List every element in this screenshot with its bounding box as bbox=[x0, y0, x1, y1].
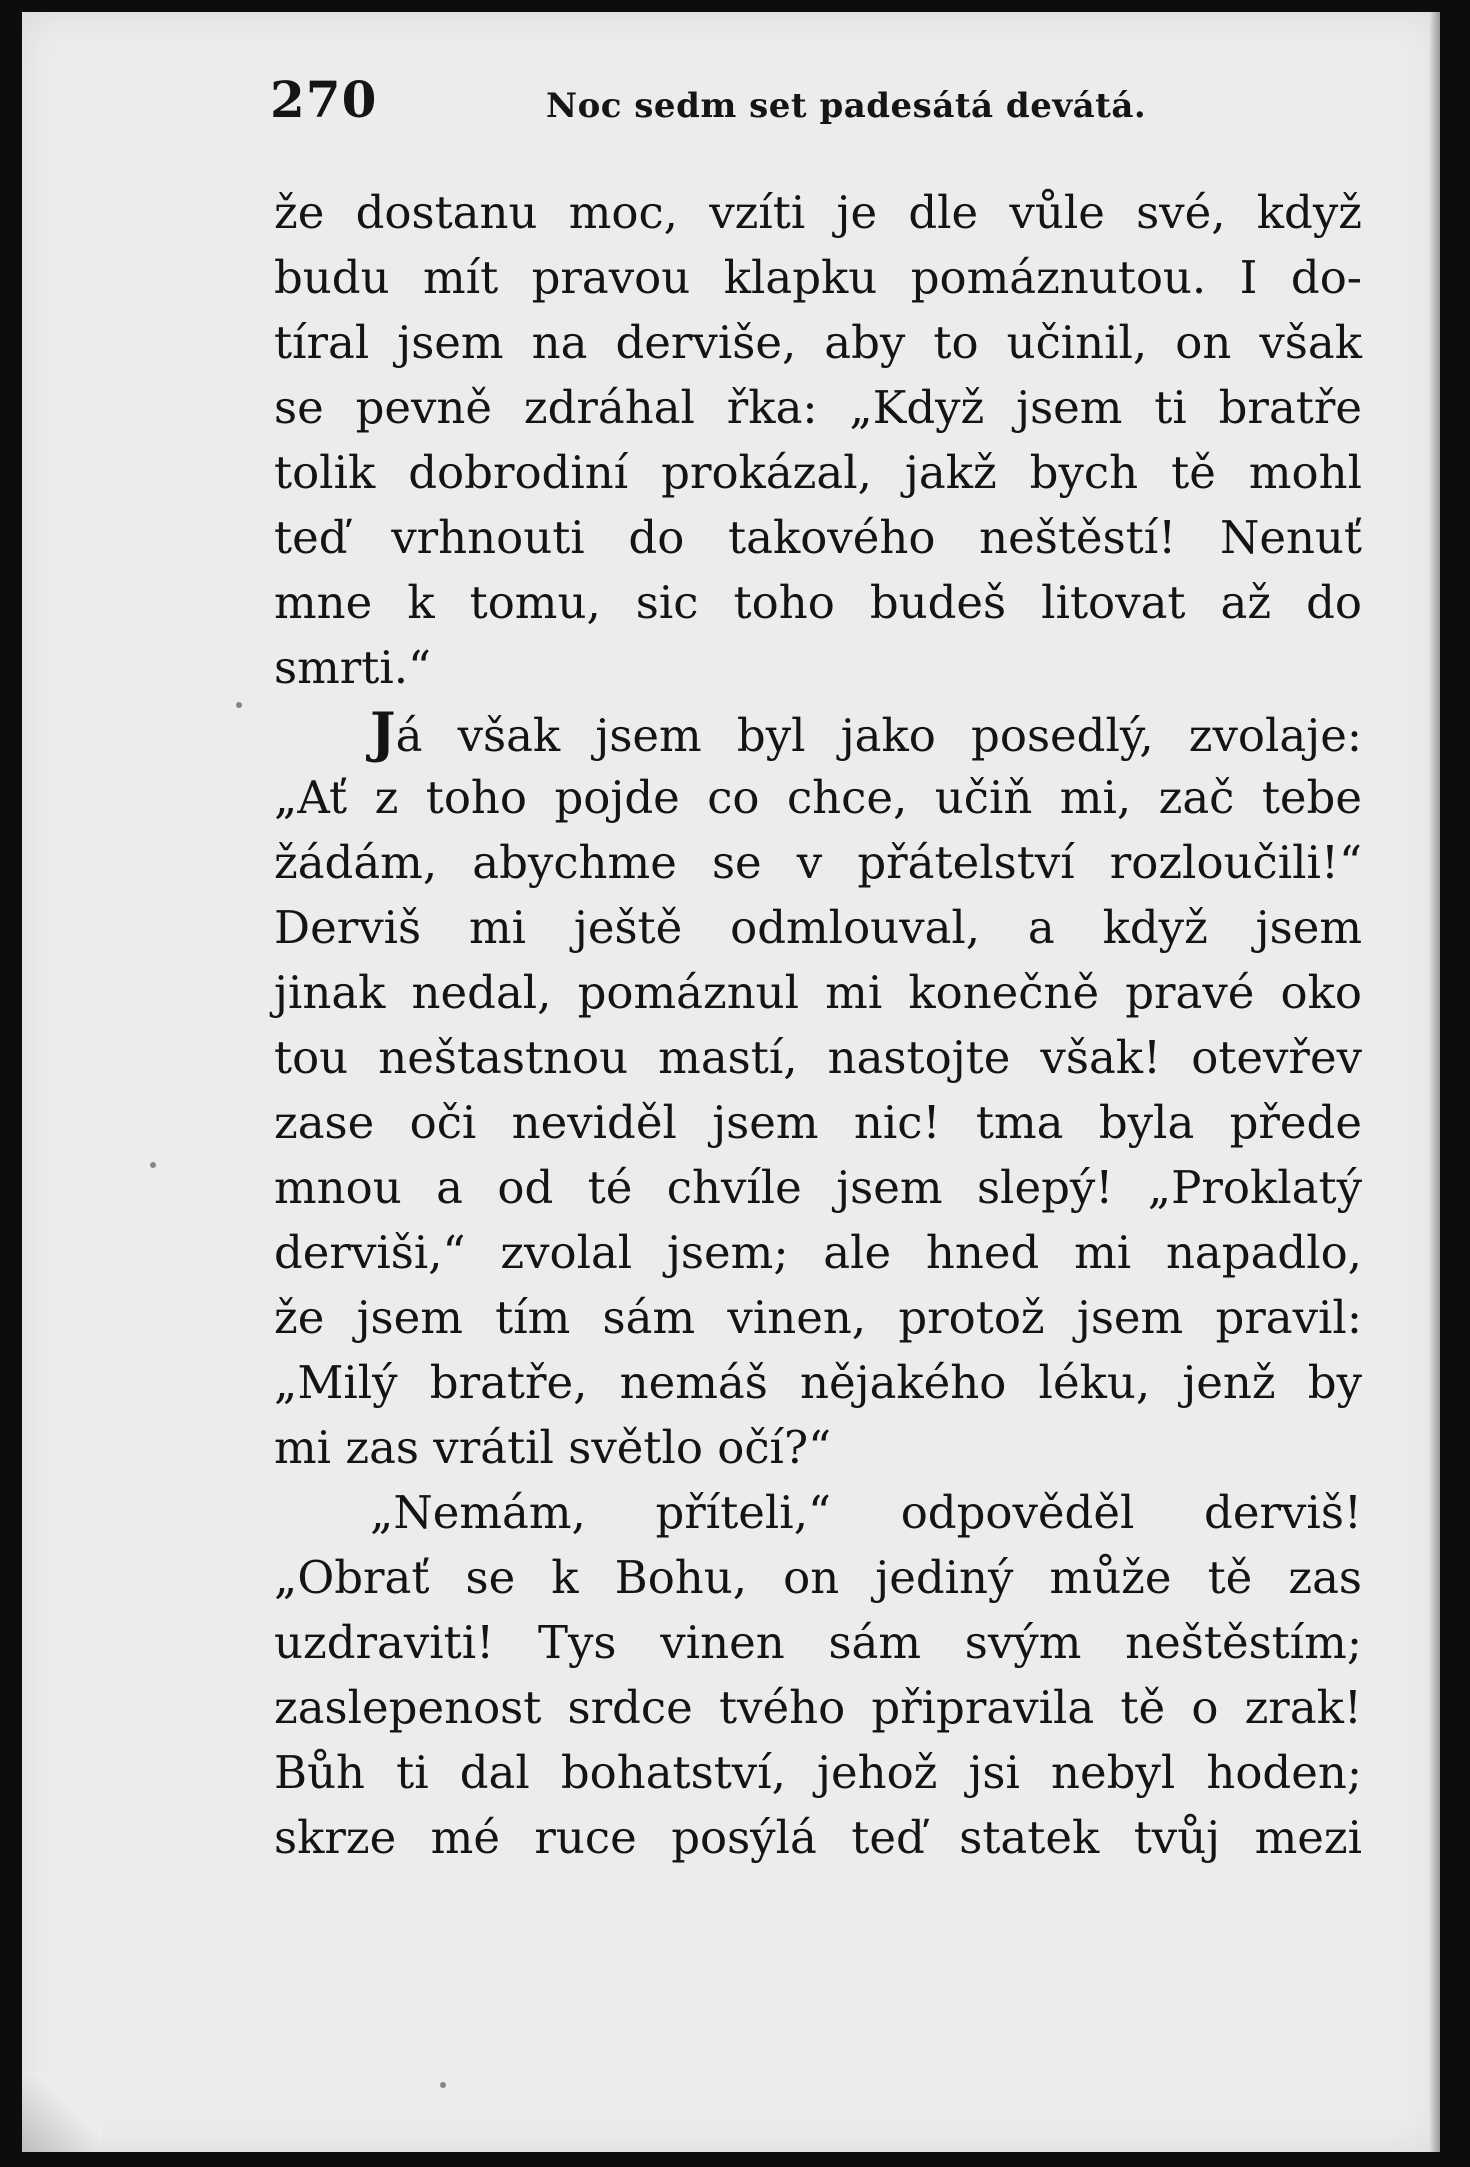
running-title: Noc sedm set padesátá devátá. bbox=[546, 86, 1147, 126]
text-line: mnou a od té chvíle jsem slepý! „Proklatý bbox=[274, 1161, 1362, 1214]
page-number: 270 bbox=[270, 70, 378, 129]
text-line: teď vrhnouti do takového neštěstí! Nenuť bbox=[274, 511, 1362, 564]
page-header bbox=[270, 70, 1350, 150]
page-edge-shadow bbox=[1430, 12, 1440, 2152]
text-line: skrze mé ruce posýlá teď statek tvůj mezi bbox=[274, 1811, 1362, 1864]
text-line: uzdraviti! Tys vinen sám svým neštěstím; bbox=[274, 1616, 1362, 1669]
text-line: Derviš mi ještě odmlouval, a když jsem bbox=[274, 901, 1362, 954]
text-line: „Milý bratře, nemáš nějakého léku, jenž by bbox=[274, 1356, 1362, 1409]
text-line: „Ať z toho pojde co chce, učiň mi, zač tebe bbox=[274, 771, 1362, 824]
text-line: „Nemám, příteli,“ odpověděl derviš! bbox=[370, 1486, 1362, 1539]
text-line: žádám, abychme se v přátelství rozloučili!“ bbox=[274, 836, 1362, 889]
text-line: „Obrať se k Bohu, on jediný může tě zas bbox=[274, 1551, 1362, 1604]
paragraph bbox=[274, 700, 1362, 1480]
text-line: že jsem tím sám vinen, protož jsem pravil: bbox=[274, 1291, 1362, 1344]
text-line-rest: á však jsem byl jako posedlý, zvolaje: bbox=[395, 709, 1362, 762]
print-speck bbox=[440, 2082, 446, 2088]
text-line: zaslepenost srdce tvého připravila tě o zrak! bbox=[274, 1681, 1362, 1734]
text-line: tolik dobrodiní prokázal, jakž bych tě mohl bbox=[274, 446, 1362, 499]
body-text bbox=[274, 180, 1362, 1870]
text-line: mne k tomu, sic toho budeš litovat až do bbox=[274, 576, 1362, 629]
text-line bbox=[274, 700, 1362, 765]
text-line: smrti.“ bbox=[274, 641, 432, 694]
print-speck bbox=[150, 1162, 156, 1168]
page-corner bbox=[22, 2072, 102, 2152]
text-line: jinak nedal, pomáznul mi konečně pravé oko bbox=[274, 966, 1362, 1019]
text-line: tou neštastnou mastí, nastojte však! otevřev bbox=[274, 1031, 1362, 1084]
text-line: Bůh ti dal bohatství, jehož jsi nebyl hoden; bbox=[274, 1746, 1362, 1799]
text-line: budu mít pravou klapku pomáznutou. I do- bbox=[274, 251, 1362, 304]
text-line: se pevně zdráhal řka: „Když jsem ti bratře bbox=[274, 381, 1362, 434]
text-line: derviši,“ zvolal jsem; ale hned mi napadlo, bbox=[274, 1226, 1362, 1279]
paragraph bbox=[274, 1480, 1362, 1870]
text-line: že dostanu moc, vzíti je dle vůle své, když bbox=[274, 186, 1362, 239]
drop-cap: J bbox=[370, 700, 396, 764]
print-speck bbox=[236, 702, 242, 708]
text-line: zase oči neviděl jsem nic! tma byla přede bbox=[274, 1096, 1362, 1149]
book-page bbox=[22, 12, 1440, 2152]
paragraph bbox=[274, 180, 1362, 700]
text-line: tíral jsem na derviše, aby to učinil, on však bbox=[274, 316, 1362, 369]
text-line: mi zas vrátil světlo očí?“ bbox=[274, 1421, 832, 1474]
